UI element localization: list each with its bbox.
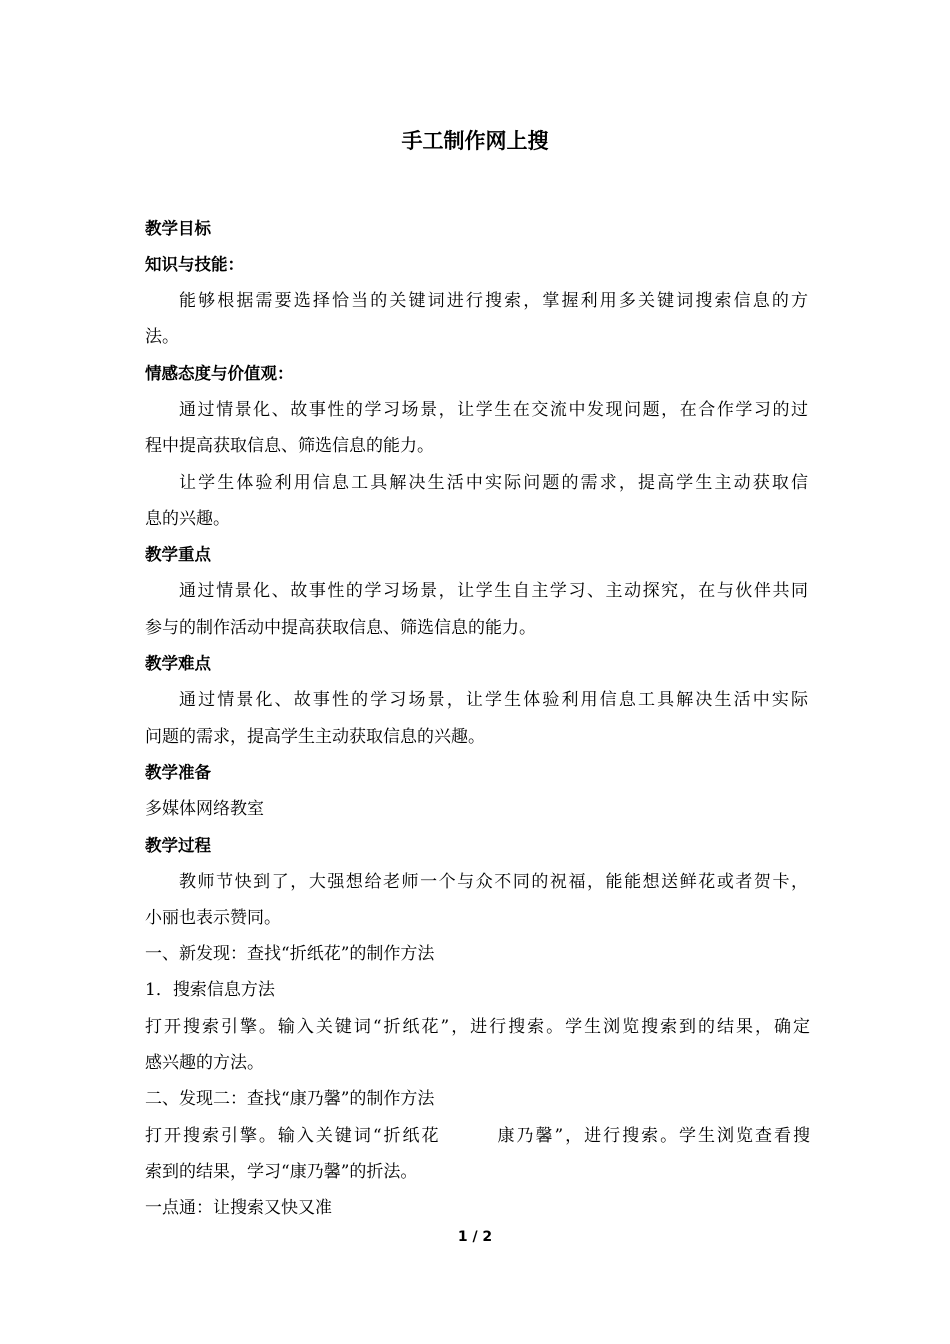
paragraph-line: 法。 xyxy=(145,327,179,347)
paragraph-line: 问题的需求，提高学生主动获取信息的兴趣。 xyxy=(145,727,485,747)
paragraph-line: 教师节快到了，大强想给老师一个与众不同的祝福，能能想送鲜花或者贺卡， xyxy=(179,872,808,892)
paragraph-line: 打开搜索引擎。输入关键词“折纸花”，进行搜索。学生浏览搜索到的结果，确定 xyxy=(145,1017,810,1037)
heading-teaching-goals: 教学目标 xyxy=(145,219,211,238)
heading-process: 教学过程 xyxy=(145,836,211,855)
paragraph-line: 参与的制作活动中提高获取信息、筛选信息的能力。 xyxy=(145,618,536,638)
paragraph-line: 通过情景化、故事性的学习场景，让学生体验利用信息工具解决生活中实际 xyxy=(179,690,808,710)
paragraph-line: 息的兴趣。 xyxy=(145,509,230,529)
paragraph-line: 小丽也表示赞同。 xyxy=(145,908,281,928)
section-line: 1．搜索信息方法 xyxy=(145,980,275,1000)
paragraph-line: 程中提高获取信息、筛选信息的能力。 xyxy=(145,436,434,456)
paragraph-line: 让学生体验利用信息工具解决生活中实际问题的需求，提高学生主动获取信 xyxy=(179,473,808,493)
heading-preparation: 教学准备 xyxy=(145,763,211,782)
page-number: 1 / 2 xyxy=(457,1229,493,1245)
paragraph-line: 打开搜索引擎。输入关键词“折纸花 康乃馨”，进行搜索。学生浏览查看搜 xyxy=(145,1126,810,1146)
section-line: 一点通：让搜索又快又准 xyxy=(145,1198,332,1218)
heading-emotion-values: 情感态度与价值观： xyxy=(145,364,294,383)
section-line: 一、新发现：查找“折纸花”的制作方法 xyxy=(145,944,435,964)
paragraph-line: 通过情景化、故事性的学习场景，让学生在交流中发现问题，在合作学习的过 xyxy=(179,400,808,420)
heading-difficulties: 教学难点 xyxy=(145,654,211,673)
document-title: 手工制作网上搜 xyxy=(401,129,549,153)
section-line: 二、发现二：查找“康乃馨”的制作方法 xyxy=(145,1089,435,1109)
paragraph-line: 能够根据需要选择恰当的关键词进行搜索，掌握利用多关键词搜索信息的方 xyxy=(179,291,808,311)
heading-knowledge-skills: 知识与技能： xyxy=(145,255,244,274)
paragraph-line: 多媒体网络教室 xyxy=(145,799,264,819)
paragraph-line: 感兴趣的方法。 xyxy=(145,1053,264,1073)
heading-key-points: 教学重点 xyxy=(145,545,211,564)
paragraph-line: 通过情景化、故事性的学习场景，让学生自主学习、主动探究，在与伙伴共同 xyxy=(179,581,808,601)
paragraph-line: 索到的结果，学习“康乃馨”的折法。 xyxy=(145,1162,418,1182)
